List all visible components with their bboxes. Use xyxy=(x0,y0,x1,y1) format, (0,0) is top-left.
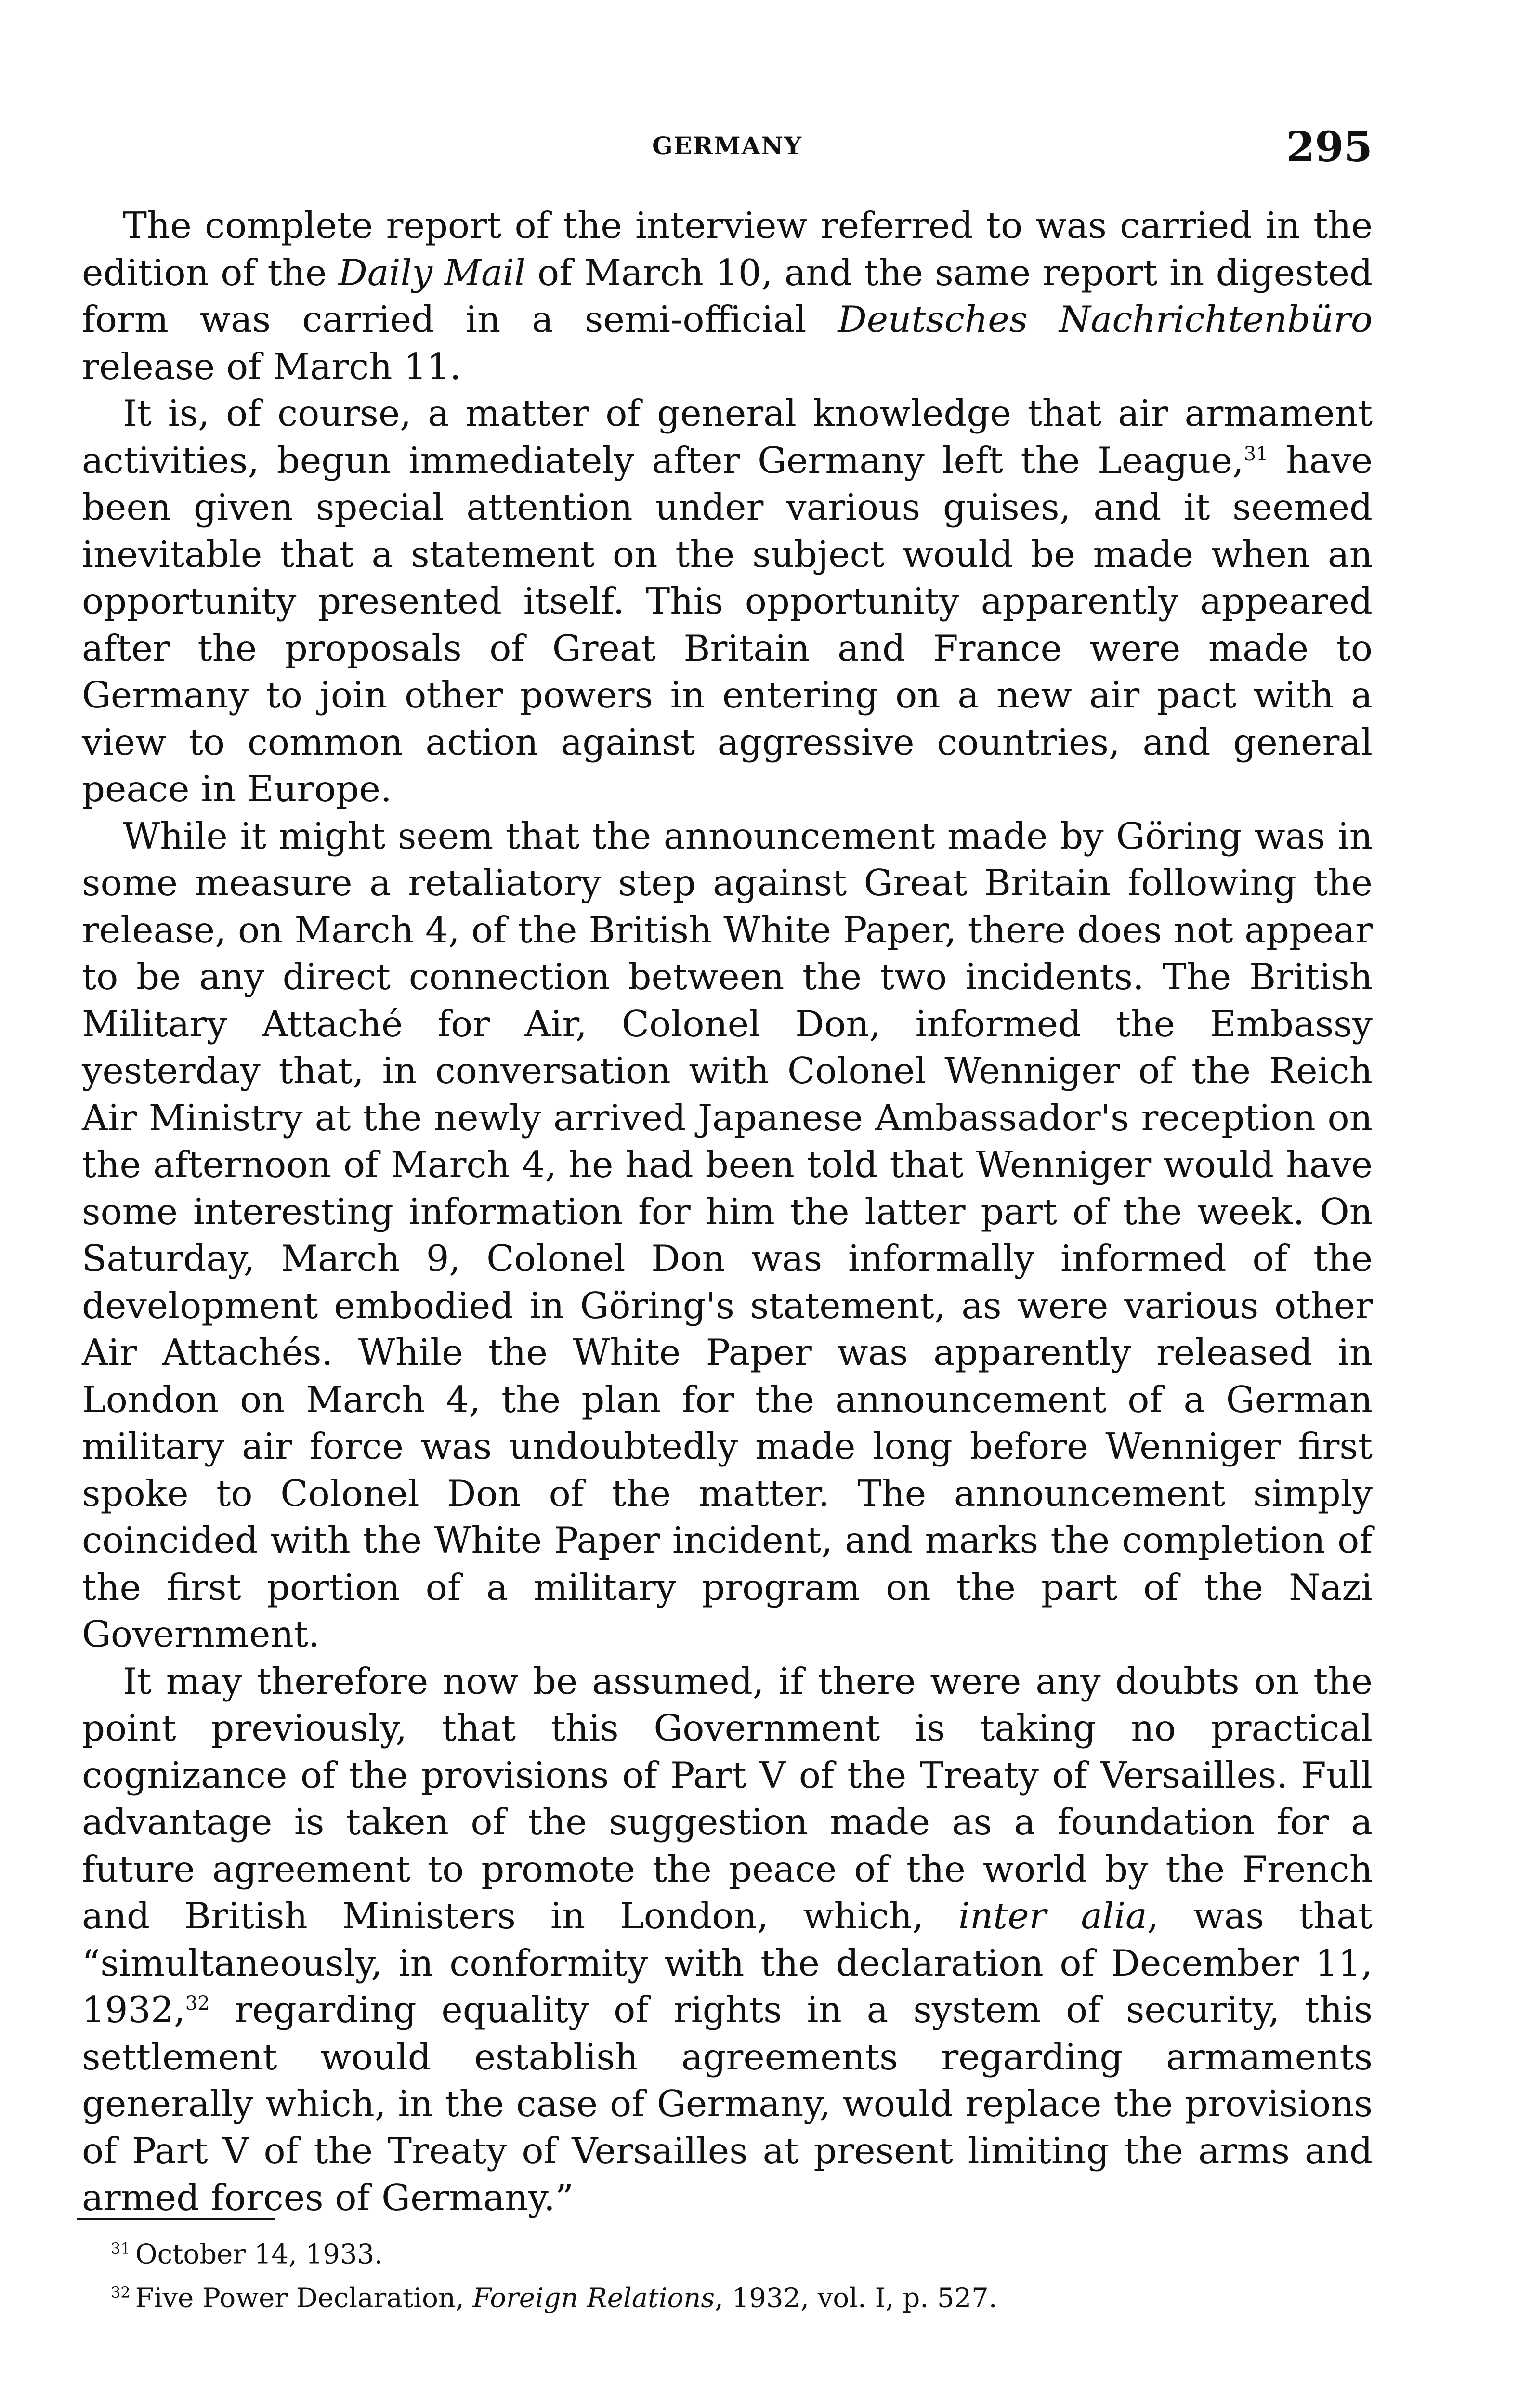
running-head xyxy=(82,123,1373,176)
paragraph-1-text: The complete report of the interview referred to was carried in the edition of the xyxy=(82,204,1373,294)
footnote-text: October 14, 1933. xyxy=(135,2238,383,2270)
page-number: 295 xyxy=(1286,123,1373,171)
footnote-text: Five Power Declaration, xyxy=(135,2282,473,2314)
footnote-mark: 32 xyxy=(111,2283,131,2302)
paragraph-4 xyxy=(82,1658,1373,2222)
footnotes xyxy=(82,2230,1373,2317)
paragraph-2 xyxy=(82,390,1373,813)
footnote-32 xyxy=(82,2274,1373,2317)
footnote-divider xyxy=(77,2218,275,2220)
footnote-text: , 1932, vol. I, p. 527. xyxy=(715,2282,997,2314)
paragraph-3-text: While it might seem that the announcement made by Göring was in some measure a retaliatory step against Great Britain following the release, on March 4, of the British White Paper, there does not appear to be any direct connection between the two incidents. The British Military Attaché for Air, Colonel Don, informed the Embassy yesterday that, in conversation with Colonel Wenniger of the Reich Air Ministry at the newly arrived Japanese Ambassador's reception on the afternoon of March 4, he had been told that Wenniger would have some interesting information for him the latter part of the week. On Saturday, March 9, Colonel Don was informally informed of the development embodied in Göring's statement, as were various other Air Attachés. While the White Paper was apparently released in London on March 4, the plan for the announcement of a German military air force was undoubtedly made long before Wenniger first spoke to Colonel Don of the matter. The announcement simply coincided with the White Paper incident, and marks the completion of the first portion of a military program on the part of the Nazi Government. xyxy=(82,814,1373,1655)
paragraph-4-text: It may therefore now be assumed, if there were any doubts on the point previously, that this Government is taking no practical cognizance of the provisions of Part V of the Treaty of Versailles. Full advantage is taken of the suggestion made as a foundation for a future agreement to promote the peace of the world by the French and British Ministers in London, which, xyxy=(82,1660,1373,1937)
paragraph-2-text: It is, of course, a matter of general knowledge that air armament activities, begun immediately after Germany left the League, xyxy=(82,392,1373,482)
paragraph-4-text: , was that “simultaneously, in conformity with the declaration of December 11, 1932, xyxy=(82,1895,1373,2031)
latin-phrase: inter alia xyxy=(958,1895,1147,1937)
footnote-reference-31: 31 xyxy=(1243,443,1269,465)
paragraph-1-text: release of March 11. xyxy=(82,345,461,388)
paragraph-3 xyxy=(82,813,1373,1658)
paragraph-4-text: regarding equality of rights in a system of security, this settlement would establish agreements regarding armaments generally which, in the case of Germany, would replace the provisions of Part V of the Treaty of Versailles at present limiting the arms and armed forces of Germany.” xyxy=(82,1989,1373,2219)
footnote-31 xyxy=(82,2230,1373,2274)
publication-title: Foreign Relations xyxy=(472,2282,715,2314)
running-title: GERMANY xyxy=(652,131,802,160)
newspaper-title: Daily Mail xyxy=(338,251,526,294)
body-text xyxy=(82,202,1373,2222)
paragraph-1 xyxy=(82,202,1373,390)
paragraph-2-text: have been given special attention under various guises, and it seemed inevitable that a statement on the subject would be made when an opportunity presented itself. This opportunity apparently appeared after the proposals of Great Britain and France were made to Germany to join other powers in entering on a new air pact with a view to common action against aggressive countries, and general peace in Europe. xyxy=(82,439,1373,810)
agency-name: Deutsches Nachrichtenbüro xyxy=(838,298,1373,340)
footnote-reference-32: 32 xyxy=(185,1992,210,2015)
paragraph-1-text: of March 10, and the same report in digested form was carried in a semi-official xyxy=(82,251,1373,340)
footnote-mark: 31 xyxy=(111,2239,131,2258)
